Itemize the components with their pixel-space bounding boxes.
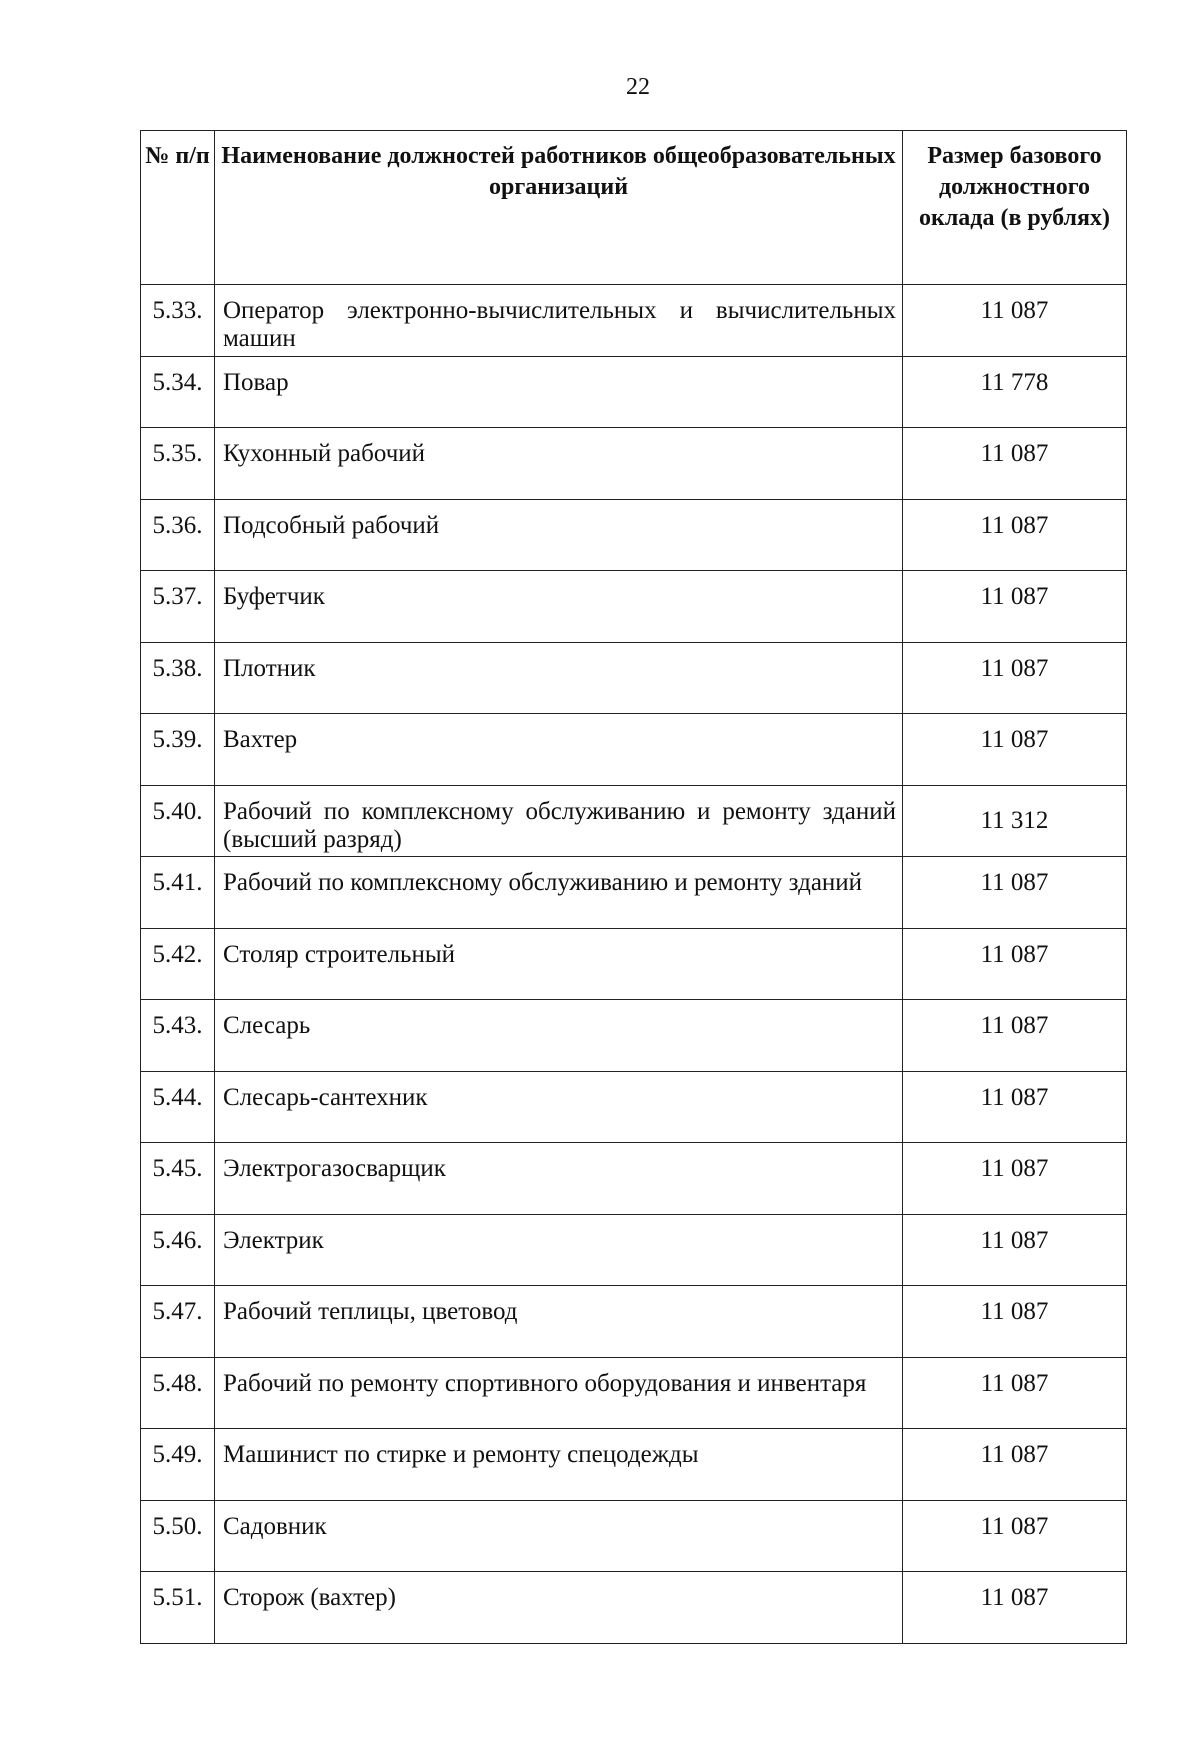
- table-row: [141, 1572, 1127, 1644]
- table-row: [141, 499, 1127, 571]
- header-number: № п/п: [141, 131, 215, 285]
- base-salary: 11 087: [903, 1500, 1127, 1572]
- base-salary: 11 087: [903, 857, 1127, 929]
- row-number: 5.47.: [141, 1286, 215, 1358]
- position-name: Подсобный рабочий: [215, 499, 903, 571]
- table-row: [141, 642, 1127, 714]
- row-number: 5.38.: [141, 642, 215, 714]
- row-number: 5.37.: [141, 571, 215, 643]
- row-number: 5.41.: [141, 857, 215, 929]
- base-salary: 11 087: [903, 1143, 1127, 1215]
- row-number: 5.34.: [141, 356, 215, 428]
- base-salary: 11 087: [903, 1000, 1127, 1072]
- base-salary: 11 087: [903, 642, 1127, 714]
- table-row: [141, 714, 1127, 786]
- row-number: 5.45.: [141, 1143, 215, 1215]
- row-number: 5.51.: [141, 1572, 215, 1644]
- position-name: Рабочий по ремонту спортивного оборудования и инвентаря: [215, 1357, 903, 1429]
- row-number: 5.50.: [141, 1500, 215, 1572]
- row-number: 5.35.: [141, 428, 215, 500]
- base-salary: 11 087: [903, 1429, 1127, 1501]
- position-name: Машинист по стирке и ремонту спецодежды: [215, 1429, 903, 1501]
- position-name: Кухонный рабочий: [215, 428, 903, 500]
- table-row: [141, 285, 1127, 357]
- position-name: Столяр строительный: [215, 928, 903, 1000]
- position-name: Садовник: [215, 1500, 903, 1572]
- table-row: [141, 785, 1127, 857]
- table-row: [141, 1143, 1127, 1215]
- table-row: [141, 1214, 1127, 1286]
- row-number: 5.49.: [141, 1429, 215, 1501]
- base-salary: 11 087: [903, 571, 1127, 643]
- base-salary: 11 087: [903, 1071, 1127, 1143]
- row-number: 5.48.: [141, 1357, 215, 1429]
- base-salary: 11 087: [903, 714, 1127, 786]
- position-name: Плотник: [215, 642, 903, 714]
- row-number: 5.43.: [141, 1000, 215, 1072]
- base-salary: 11 087: [903, 928, 1127, 1000]
- position-name: Повар: [215, 356, 903, 428]
- position-name: Рабочий по комплексному обслуживанию и ремонту зданий (высший разряд): [215, 785, 903, 857]
- position-name: Оператор электронно-вычислительных и вычислительных машин: [215, 285, 903, 357]
- base-salary: 11 087: [903, 285, 1127, 357]
- base-salary: 11 087: [903, 428, 1127, 500]
- base-salary: 11 087: [903, 1286, 1127, 1358]
- row-number: 5.42.: [141, 928, 215, 1000]
- table-row: [141, 1357, 1127, 1429]
- row-number: 5.46.: [141, 1214, 215, 1286]
- table-row: [141, 356, 1127, 428]
- base-salary: 11 087: [903, 1357, 1127, 1429]
- table-row: [141, 571, 1127, 643]
- row-number: 5.44.: [141, 1071, 215, 1143]
- base-salary: 11 087: [903, 1214, 1127, 1286]
- salary-table: [140, 130, 1127, 1644]
- row-number: 5.39.: [141, 714, 215, 786]
- position-name: Слесарь: [215, 1000, 903, 1072]
- table-row: [141, 1286, 1127, 1358]
- table-header-row: [141, 131, 1127, 285]
- position-name: Буфетчик: [215, 571, 903, 643]
- row-number: 5.40.: [141, 785, 215, 857]
- position-name: Слесарь-сантехник: [215, 1071, 903, 1143]
- position-name: Электрогазосварщик: [215, 1143, 903, 1215]
- table-row: [141, 1000, 1127, 1072]
- table-body: [141, 285, 1127, 1644]
- row-number: 5.36.: [141, 499, 215, 571]
- position-name: Электрик: [215, 1214, 903, 1286]
- row-number: 5.33.: [141, 285, 215, 357]
- position-name: Рабочий теплицы, цветовод: [215, 1286, 903, 1358]
- table-row: [141, 857, 1127, 929]
- table-row: [141, 1071, 1127, 1143]
- base-salary: 11 312: [903, 785, 1127, 857]
- table-row: [141, 1500, 1127, 1572]
- position-name: Вахтер: [215, 714, 903, 786]
- table-row: [141, 428, 1127, 500]
- table-row: [141, 1429, 1127, 1501]
- base-salary: 11 778: [903, 356, 1127, 428]
- header-base-salary: Размер базового должностного оклада (в рублях): [903, 131, 1127, 285]
- header-position-name: Наименование должностей работников общеобразовательных организаций: [215, 131, 903, 285]
- base-salary: 11 087: [903, 499, 1127, 571]
- position-name: Рабочий по комплексному обслуживанию и ремонту зданий: [215, 857, 903, 929]
- table-row: [141, 928, 1127, 1000]
- base-salary: 11 087: [903, 1572, 1127, 1644]
- position-name: Сторож (вахтер): [215, 1572, 903, 1644]
- page-number: 22: [626, 74, 650, 100]
